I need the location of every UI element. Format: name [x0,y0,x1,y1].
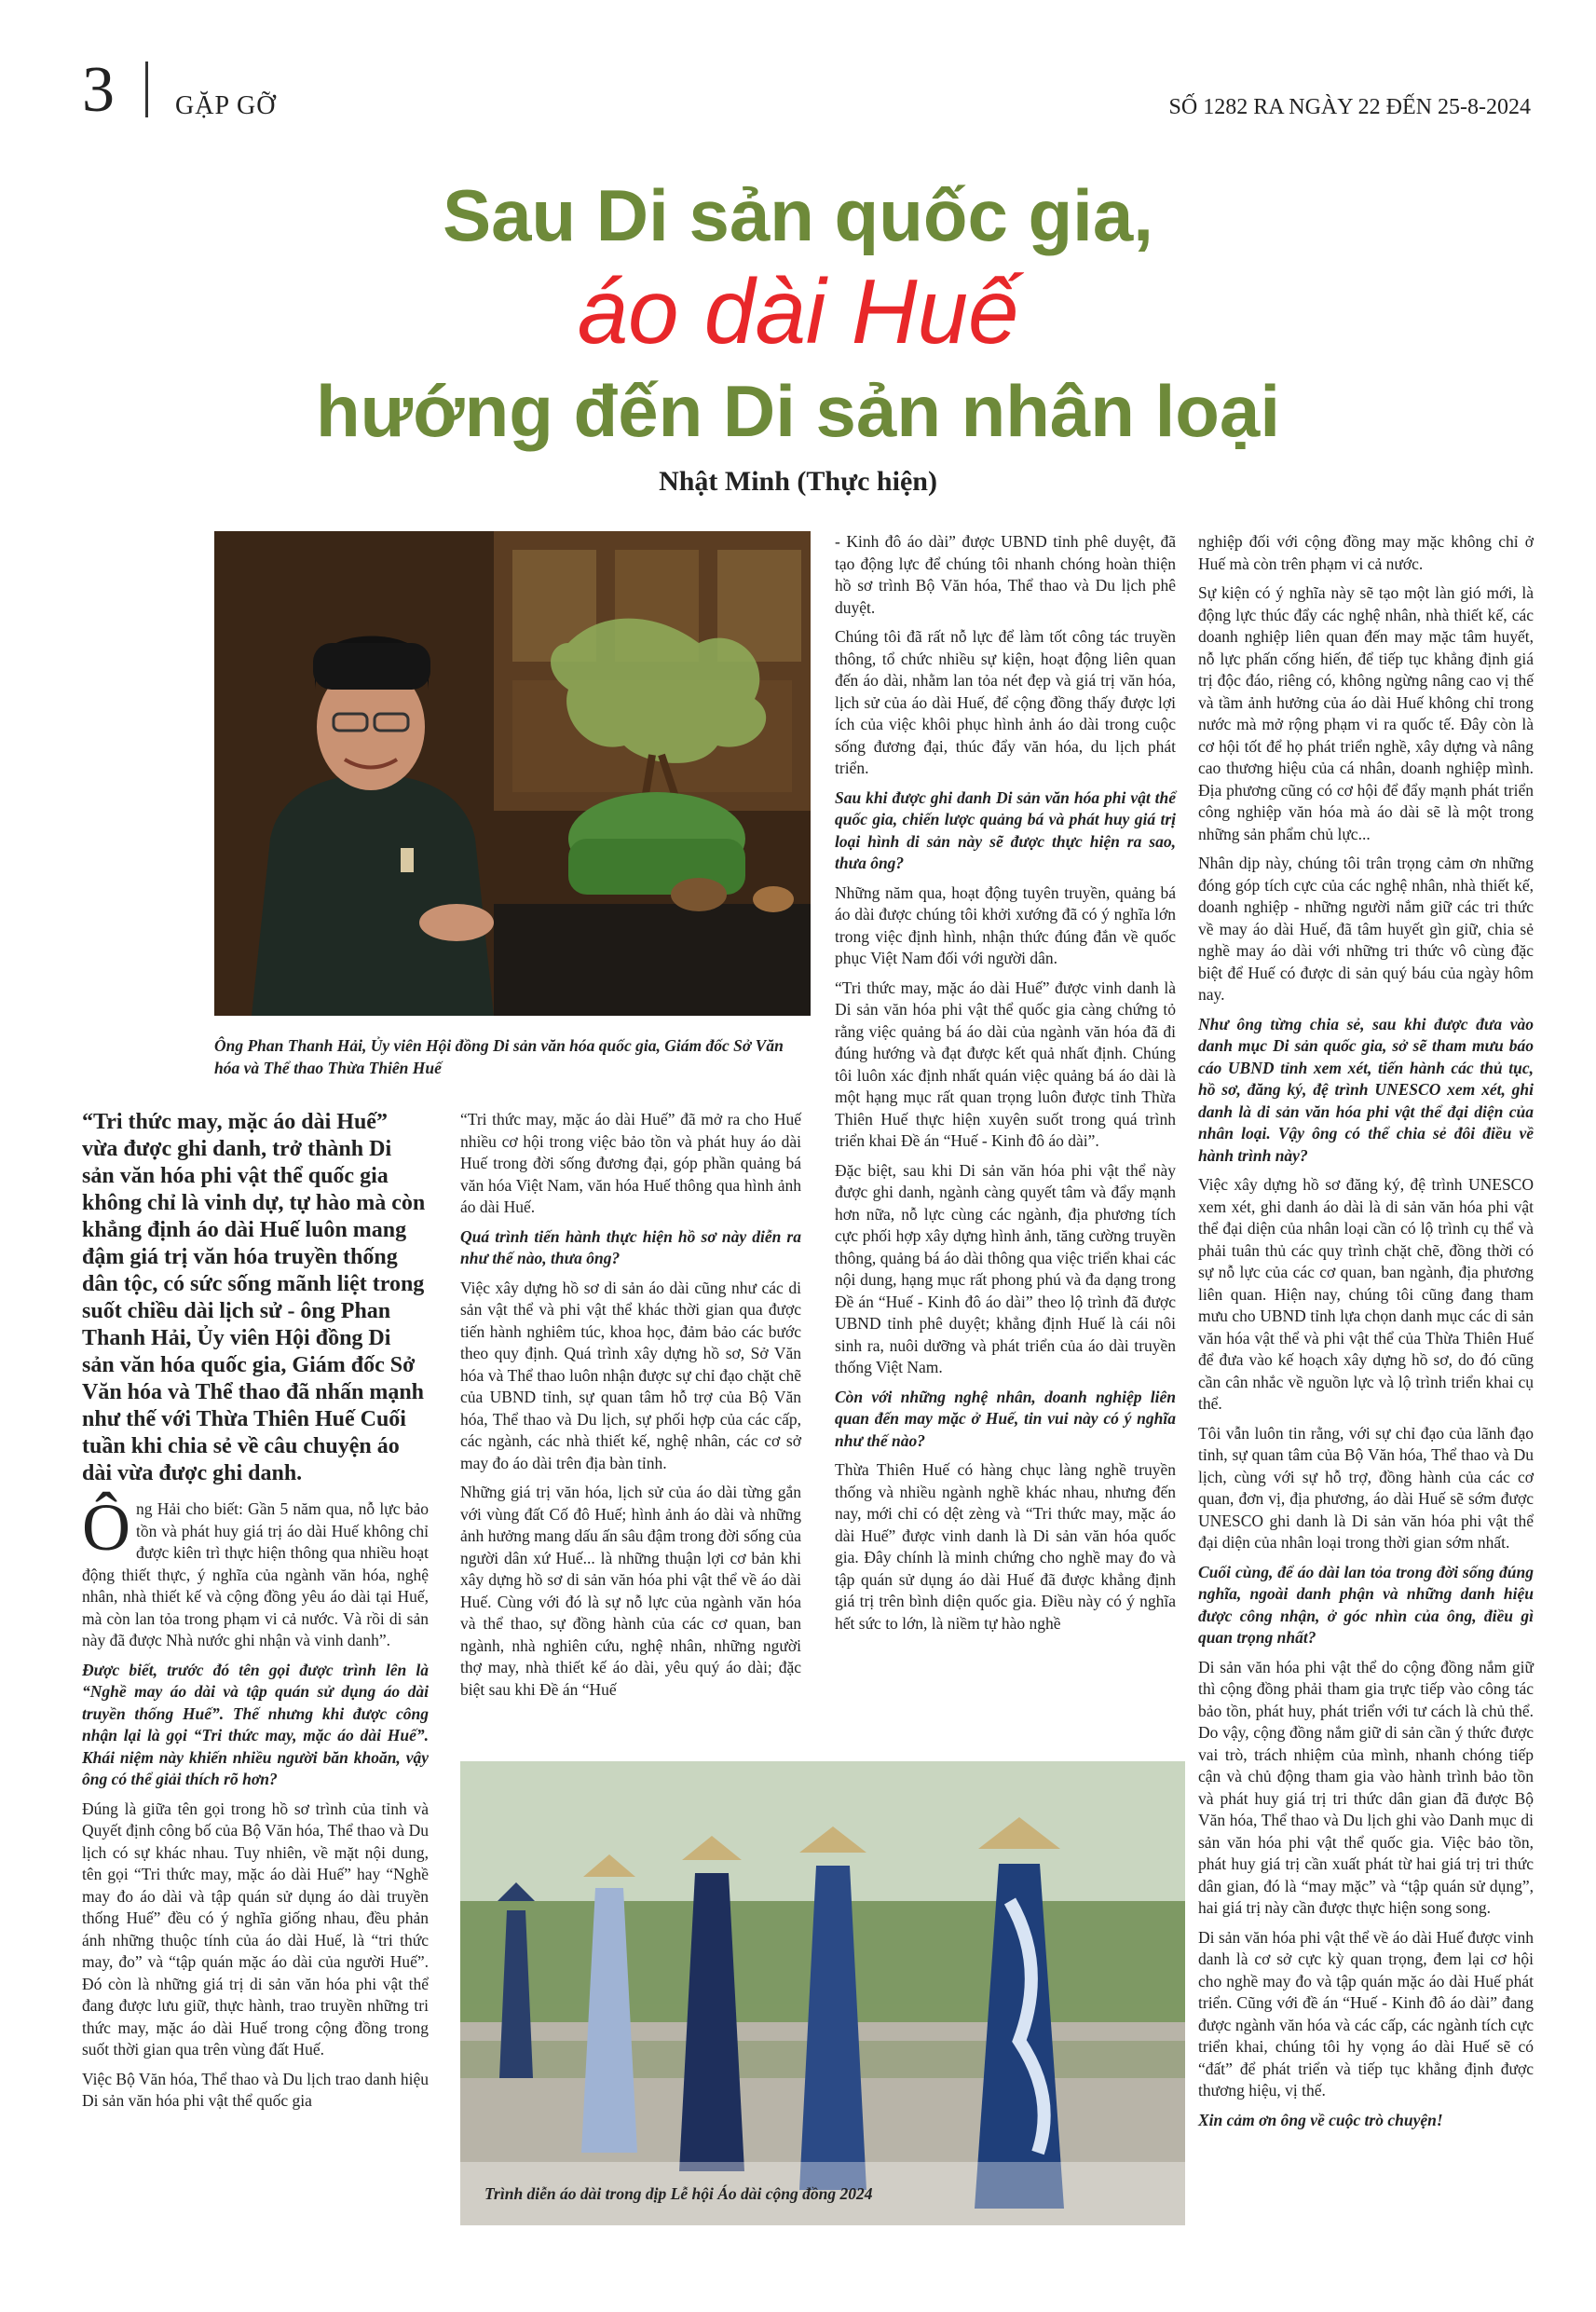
photo-caption: Trình diễn áo dài trong dịp Lễ hội Áo dài cộng đồng 2024 [484,2184,873,2203]
column-1 [82,1490,429,2120]
body-paragraph: Nhân dịp này, chúng tôi trân trọng cảm ơn những đóng góp tích cực của các nghệ nhân, nhà thiết kế, doanh nghiệp - những người nắm giữ các tri thức về may áo dài Huế, đã tâm huyết gìn giữ, chia sẻ nghề may áo dài với những tri thức vô cùng đặc biệt để Huế có được di sản quý báu của ngày hôm nay. [1198,854,1534,1004]
body-paragraph: Việc xây dựng hồ sơ đăng ký, đệ trình UNESCO xem xét, ghi danh áo dài là di sản văn hóa phi vật thể đại diện của nhân loại cần có lộ trình cụ thể và phải tuân thủ các quy trình chặt chẽ, đồng thời có sự nỗ lực của các cơ quan, ban ngành, địa phương liên quan. Hiện nay, chúng tôi cũng đang tham mưu cho UBND tỉnh lựa chọn danh mục các di sản văn hóa vật thể và phi vật thể của Thừa Thiên Huế để đưa vào kế hoạch xây dựng hồ sơ, do đó cũng cần cân nhắc về nguồn lực và lộ trình triển khai cụ thể. [1198,1175,1534,1413]
question: Còn với những nghệ nhân, doanh nghiệp liên quan đến may mặc ở Huế, tin vui này có ý nghĩa như thế nào? [835,1387,1176,1450]
headline-line-2: áo dài Huế [577,260,1019,363]
body-paragraph: Đúng là giữa tên gọi trong hồ sơ trình của tỉnh và Quyết định công bố của Bộ Văn hóa, Thể thao và Du lịch có sự khác nhau. Tuy nhiên, về mặt nội dung, tên gọi “Tri thức may, mặc áo dài Huế” hay “Nghề may đo áo dài và tập quán sử dụng áo dài truyền thống Huế” đều có ý nghĩa giống nhau, đều phản ánh những thuộc tính của áo dài Huế, là “tri thức may, đo” và “tập quán mặc áo dài của người Huế”. Đó còn là những giá trị di sản văn hóa phi vật thể đang được lưu giữ, thực hành, trao truyền những tri thức may, mặc áo dài Huế trong cộng đồng trong suốt thời gian qua trên vùng đất Huế. [82,1799,429,2059]
header-divider [145,62,148,117]
body-paragraph: Những giá trị văn hóa, lịch sử của áo dài từng gắn với vùng đất Cố đô Huế; hình ảnh áo dài và những ảnh hưởng mang dấu ấn sâu đậm trong đời sống của người dân xứ Huế... là những thuận lợi cơ bản khi xây dựng hồ sơ di sản văn hóa phi vật thể về áo dài Huế. Cùng với đó là sự nỗ lực của ngành văn hóa và thể thao, sự đồng hành của các cơ quan, ban ngành, nhà nghiên cứu, nghệ nhân, những người thợ may, nhà thiết kế áo dài, yêu quý áo dài; đặc biệt sau khi Đề án “Huế [460,1483,801,1699]
body-paragraph: Ông Hải cho biết: Gần 5 năm qua, nỗ lực bảo tồn và phát huy giá trị áo dài Huế không chỉ được kiên trì thực hiện thông qua nhiều hoạt động thiết thực, ý nghĩa của ngành văn hóa, nghệ nhân, nhà thiết kế và cộng đồng yêu áo dài tại Huế, mà còn lan tỏa trong phạm vi cả nước. Và rồi di sản này đã được Nhà nước ghi nhận và vinh danh”. [82,1490,429,1649]
column-4 [1198,531,1534,2139]
question: Được biết, trước đó tên gọi được trình lên là “Nghề may áo dài và tập quán sử dụng áo dài truyền thống Huế”. Thế nhưng khi được công nhận lại là gọi “Tri thức may, mặc áo dài Huế”. Khái niệm này khiến nhiều người băn khoăn, vậy ông có thể giải thích rõ hơn? [82,1660,429,1788]
body-paragraph: Việc xây dựng hồ sơ di sản áo dài cũng như các di sản vật thể và phi vật thể khác thời gian qua được tiến hành nghiêm túc, khoa học, đảm bảo các bước theo quy định. Quá trình xây dựng hồ sơ, Sở Văn hóa và Thể thao luôn nhận được sự chỉ đạo chặt chẽ của UBND tỉnh, sự quan tâm hỗ trợ của Bộ Văn hóa, Thể thao và Du lịch, sự phối hợp của các cấp, các ngành, các nhà thiết kế, nghệ nhân, các cơ sở may đo áo dài trên địa bàn tỉnh. [460,1278,801,1472]
body-paragraph: Thừa Thiên Huế có hàng chục làng nghề truyền thống và nhiều ngành nghề khác nhau, nhưng đến nay, mới chỉ có dệt zèng và “Tri thức may, mặc áo dài Huế” được vinh danh là Di sản văn hóa quốc gia. Đây chính là minh chứng cho nghề may đo và tập quán sử dụng áo dài Huế đã được khẳng định giá trị trên bình diện quốc gia. Điều này có ý nghĩa hết sức to lớn, là niềm tự hào nghề [835,1460,1176,1633]
column-2 [460,1109,801,1708]
lead-paragraph: “Tri thức may, mặc áo dài Huế” vừa được ghi danh, trở thành Di sản văn hóa phi vật thể quốc gia không chỉ là vinh dự, tự hào mà còn khẳng định áo dài Huế luôn mang đậm giá trị văn hóa truyền thống dân tộc, có sức sống mãnh liệt trong suốt chiều dài lịch sử - ông Phan Thanh Hải, Ủy viên Hội đồng Di sản văn hóa quốc gia, Giám đốc Sở Văn hóa và Thể thao đã nhấn mạnh như thế với Thừa Thiên Huế Cuối tuần khi chia sẻ về câu chuyện áo dài vừa được ghi danh. [82,1110,426,1485]
headline-line-3: hướng đến Di sản nhân loại [316,370,1280,452]
issue-info: SỐ 1282 RA NGÀY 22 ĐẾN 25-8-2024 [1168,95,1531,119]
headline-line-1: Sau Di sản quốc gia, [443,174,1153,256]
body-paragraph: Di sản văn hóa phi vật thể do cộng đồng nắm giữ thì cộng đồng phải tham gia trực tiếp vào công tác bảo tồn, phát huy, phát triển với tư cách là chủ thể. Do vậy, cộng đồng nắm giữ di sản cần ý thức được vai trò, trách nhiệm của mình, nhanh chóng tiếp cận và chủ động tham gia vào hành trình bảo tồn và phát huy giá trị tri thức dân gian đã được Bộ Văn hóa, Thể thao và Du lịch ghi vào Danh mục di sản văn hóa phi vật thể quốc gia. Việc bảo tồn, phát huy giá trị cần xuất phát từ hai giá trị tri thức dân gian, đó là “may mặc” và “tập quán sử dụng”, hai giá trị này cần được thực hiện song song. [1198,1657,1534,1917]
body-paragraph: Chúng tôi đã rất nỗ lực để làm tốt công tác truyền thông, tổ chức nhiều sự kiện, hoạt động liên quan đến áo dài, nhằm lan tỏa nét đẹp và giá trị văn hóa, lịch sử của áo dài Huế, để cộng đồng thấy được lợi ích của việc khôi phục hình ảnh áo dài trong cuộc sống đương đại, thúc đẩy văn hóa, du lịch phát triển. [835,627,1176,777]
question: Cuối cùng, để áo dài lan tỏa trong đời sống đúng nghĩa, ngoài danh phận và những danh hiệu được công nhận, ở góc nhìn của ông, điều gì quan trọng nhất? [1198,1562,1534,1647]
fashion-show-photo [460,1761,1185,2225]
portrait-photo [214,531,811,1016]
column-3 [835,531,1176,1642]
body-paragraph: Sự kiện có ý nghĩa này sẽ tạo một làn gió mới, là động lực thúc đẩy các nghệ nhân, nhà thiết kế, các doanh nghiệp liên quan đến may mặc tâm huyết, nỗ lực phấn cống hiến, để tiếp tục khẳng định giá trị độc đáo, riêng có, không ngừng nâng cao vị thế và tầm ảnh hưởng của áo dài Huế không chỉ trong nước mà mở rộng phạm vi ra quốc tế. Đây còn là cơ hội tốt để họ phát triển nghề, xây dựng và nâng cao thương hiệu của cá nhân, doanh nghiệp mình. Địa phương cũng có cơ hội để đẩy mạnh phát triển công nghiệp văn hóa mà áo dài sẽ là một trong những sản phẩm chủ lực... [1198,583,1534,843]
question: Sau khi được ghi danh Di sản văn hóa phi vật thể quốc gia, chiến lược quảng bá và phát huy giá trị loại hình di sản này sẽ được thực hiện ra sao, thưa ông? [835,787,1176,872]
body-paragraph: Những năm qua, hoạt động tuyên truyền, quảng bá áo dài được chúng tôi khởi xướng đã có ý nghĩa lớn trong việc định hình, nhận thức đúng đắn về quốc phục Việt Nam đối với người dân. [835,882,1176,967]
body-paragraph: Tôi vẫn luôn tin rằng, với sự chỉ đạo của lãnh đạo tỉnh, sự quan tâm của Bộ Văn hóa, Thể thao và Du lịch, cùng với sự hỗ trợ, đồng hành của các cơ quan, đơn vị, địa phương, áo dài Huế sẽ sớm được UNESCO ghi danh là Di sản văn hóa phi vật thể đại diện của nhân loại trong thời gian sớm nhất. [1198,1423,1534,1552]
page-number: 3 [82,54,115,126]
photo-caption: Ông Phan Thanh Hải, Ủy viên Hội đồng Di sản văn hóa quốc gia, Giám đốc Sở Văn hóa và Thể thao Thừa Thiên Huế [214,1036,784,1077]
byline: Nhật Minh (Thực hiện) [659,466,937,497]
body-paragraph: Đặc biệt, sau khi Di sản văn hóa phi vật thể này được ghi danh, ngành càng quyết tâm và đẩy mạnh hơn nữa, nỗ lực cùng các ngành, địa phương tích cực phối hợp xây dựng hình ảnh, tăng cường truyền thông, quảng bá áo dài thông qua việc triển khai các nội dung, hạng mục rất phong phú và đa dạng trong Đề án “Huế - Kinh đô áo dài” theo lộ trình đã được UBND tỉnh phê duyệt; khẳng định Huế là cái nôi sinh ra, nuôi dưỡng và phát triển của áo dài truyền thống Việt Nam. [835,1160,1176,1376]
body-paragraph: Việc Bộ Văn hóa, Thể thao và Du lịch trao danh hiệu Di sản văn hóa phi vật thể quốc gia [82,2069,429,2110]
closing-line: Xin cảm ơn ông về cuộc trò chuyện! [1198,2110,1443,2129]
question: Như ông từng chia sẻ, sau khi được đưa vào danh mục Di sản quốc gia, sở sẽ tham mưu báo cáo UBND tỉnh xem xét, tiến hành các thủ tục, hồ sơ, đăng ký, đệ trình UNESCO xem xét, ghi danh là di sản văn hóa phi vật thể đại diện của nhân loại. Vậy ông có thể chia sẻ đôi điều về hành trình này? [1198,1014,1534,1165]
body-paragraph: nghiệp đối với cộng đồng may mặc không chỉ ở Huế mà còn trên phạm vi cả nước. [1198,532,1534,573]
body-paragraph: - Kinh đô áo dài” được UBND tỉnh phê duyệt, đã tạo động lực để chúng tôi nhanh chóng hoàn thiện hồ sơ trình Bộ Văn hóa, Thể thao và Du lịch phê duyệt. [835,532,1176,617]
body-paragraph: “Tri thức may, mặc áo dài Huế” đã mở ra cho Huế nhiều cơ hội trong việc bảo tồn và phát huy áo dài Huế trong đời sống đương đại, góp phần quảng bá văn hóa Việt Nam, văn hóa Huế thông qua hình ảnh áo dài Huế. [460,1110,801,1216]
body-paragraph: Di sản văn hóa phi vật thể về áo dài Huế được vinh danh là cơ sở cực kỳ quan trọng, đem lại cơ hội cho nghề may đo và tập quán mặc áo dài Huế phát triển. Cũng với đề án “Huế - Kinh đô áo dài” đang được ngành văn hóa và các cấp, các ngành tích cực triển khai, chúng tôi hy vọng áo dài Huế sẽ có “đất” để phát triển và tiếp tục khẳng định được thương hiệu, vị thế. [1198,1927,1534,2100]
question: Quá trình tiến hành thực hiện hồ sơ này diễn ra như thế nào, thưa ông? [460,1226,801,1267]
body-paragraph: “Tri thức may, mặc áo dài Huế” được vinh danh là Di sản văn hóa phi vật thể quốc gia càng chứng tỏ rằng việc quảng bá áo dài của ngành văn hóa đã đi đúng hướng và đạt được kết quả nhất định. Chúng tôi luôn xác định nhất quán việc quảng bá áo dài là một hạng mục rất quan trọng luôn được tỉnh Thừa Thiên Huế thực hiện xuyên suốt trong quá trình triển khai Đề án “Huế - Kinh đô áo dài”. [835,978,1176,1150]
dropcap: Ô [82,1490,130,1565]
section-label: GẶP GỠ [175,91,277,120]
